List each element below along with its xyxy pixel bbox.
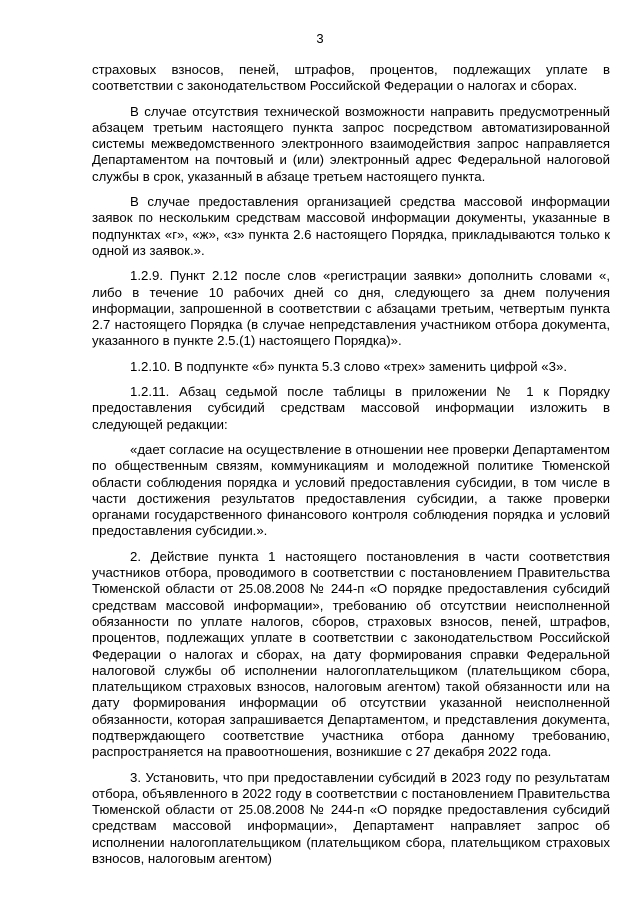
paragraph-consent-quote: «дает согласие на осуществление в отношении нее проверки Департаментом по общественным связям, коммуникациям и молодежной политике Тюменской области соблюдения порядка и условий предоставления субсидии, в том числе в части достижения результатов предоставления субсидии, а также проверки органами государственного финансового контроля соблюдения порядка и условий предоставления субсидии.».	[92, 441, 610, 539]
paragraph-1-2-10: 1.2.10. В подпункте «б» пункта 5.3 слово «трех» заменить цифрой «3».	[130, 358, 567, 374]
document-body	[92, 62, 610, 876]
page-number: 3	[316, 31, 324, 46]
paragraph-continuation: страховых взносов, пеней, штрафов, процентов, подлежащих уплате в соответствии с законодательством Российской Федерации о налогах и сборах.	[92, 62, 610, 94]
paragraph-1-2-11: 1.2.11. Абзац седьмой после таблицы в приложении № 1 к Порядку предоставления субсидий средствам массовой информации изложить в следующей редакции:	[92, 384, 610, 432]
paragraph-no-technical-capability: В случае отсутствия технической возможности направить предусмотренный абзацем третьим настоящего пункта запрос посредством автоматизированной системы межведомственного электронного взаимодействия запрос направляется Департаментом на почтовый и (или) электронный адрес Федеральной налоговой службы в срок, указанный в абзаце третьем настоящего пункта.	[92, 103, 610, 184]
paragraph-multiple-applications: В случае предоставления организацией средства массовой информации заявок по нескольким средствам массовой информации документы, указанные в подпунктах «г», «ж», «з» пункта 2.6 настоящего Порядка, прикладываются только к одной из заявок.».	[92, 194, 610, 258]
paragraph-3: 3. Установить, что при предоставлении субсидий в 2023 году по результатам отбора, объявленного в 2022 году в соответствии с постановлением Правительства Тюменской области от 25.08.2008 № 244-п «О порядке предоставления субсидий средствам массовой информации», Департамент направляет запрос об исполнении налогоплательщиком (плательщиком сбора, плательщиком страховых взносов, налоговым агентом)	[92, 769, 610, 867]
paragraph-2: 2. Действие пункта 1 настоящего постановления в части соответствия участников отбора, проводимого в соответствии с постановлением Правительства Тюменской области от 25.08.2008 № 244-п «О порядке предоставления субсидий средствам массовой информации», требованию об отсутствии неисполненной обязанности по уплате налогов, сборов, страховых взносов, пеней, штрафов, процентов, подлежащих уплате в соответствии с законодательством Российской Федерации о налогах и сборах, на дату формирования справки Федеральной налоговой службы об исполнении налогоплательщиком (плательщиком сбора, плательщиком страховых взносов, налоговым агентом) такой обязанности или на дату формирования информации об отсутствии указанной неисполненной обязанности, которая запрашивается Департаментом, и представления документа, подтверждающего соответствие участника отбора данному требованию, распространяется на правоотношения, возникшие с 27 декабря 2022 года.	[92, 548, 610, 760]
paragraph-1-2-9: 1.2.9. Пункт 2.12 после слов «регистрации заявки» дополнить словами «, либо в течение 10 рабочих дней со дня, следующего за днем получения информации, запрошенной в соответствии с абзацами третьим, четвертым пункта 2.7 настоящего Порядка (в случае непредставления участником отбора документа, указанного в пункте 2.5.(1) настоящего Порядка)».	[92, 268, 610, 349]
